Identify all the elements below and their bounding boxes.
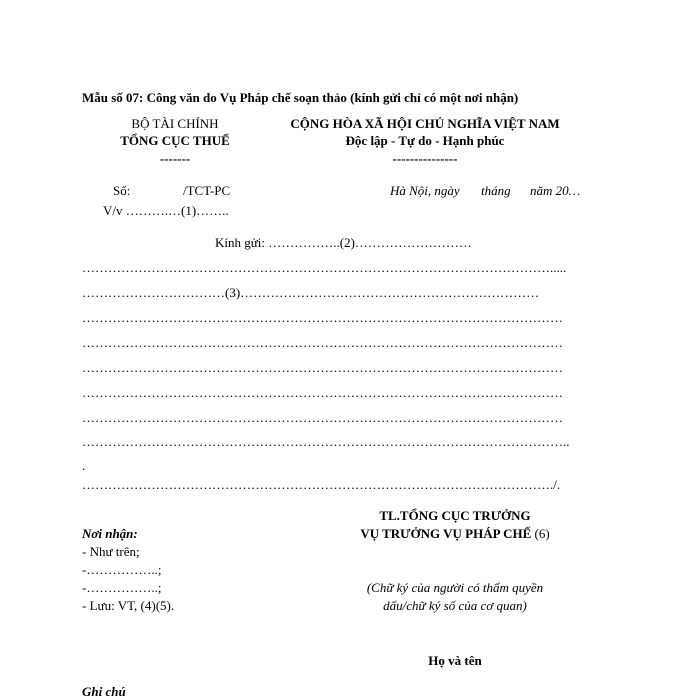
- body-line: …………………………………………………………………………………………………: [82, 385, 563, 400]
- left-divider: -------: [159, 151, 191, 166]
- body-line: ………………………………………………………………………………………………./.: [82, 477, 561, 492]
- recipients-item: - Như trên;: [82, 544, 140, 559]
- ministry-name: BỘ TÀI CHÍNH: [131, 116, 219, 131]
- date-year: năm 20…: [530, 183, 581, 198]
- signature-note-line-1: (Chữ ký của người có thẩm quyền: [366, 580, 544, 595]
- body-line: ……………………………………………………………………………………………….....: [82, 260, 567, 275]
- document-number-suffix: /TCT-PC: [183, 183, 231, 198]
- body-line: …………………………………………………………………………………………………: [82, 360, 563, 375]
- date-month: tháng: [481, 183, 511, 198]
- department-name: TỔNG CỤC THUẾ: [120, 133, 230, 148]
- body-line: …………………………………………………………………………………………………: [82, 335, 563, 350]
- body-line: …………………………………………………………………………………………………: [82, 310, 563, 325]
- national-motto: Độc lập - Tự do - Hạnh phúc: [345, 133, 505, 148]
- note-heading: Ghi chú: [82, 684, 126, 699]
- body-line: ……………………………(3)……………………………………………………………: [82, 285, 540, 300]
- signature-position: [330, 526, 580, 542]
- date-place: Hà Nội, ngày: [390, 183, 460, 198]
- recipients-item: - Lưu: VT, (4)(5).: [82, 598, 175, 613]
- country-name: CỘNG HÒA XÃ HỘI CHỦ NGHĨA VIỆT NAM: [290, 116, 560, 131]
- body-line: …………………………………………………………………………………………………..: [82, 434, 570, 449]
- recipients-item: -……………..;: [82, 562, 162, 577]
- recipients-item: -……………..;: [82, 580, 162, 595]
- signature-note-line-2: dấu/chữ ký số của cơ quan): [383, 598, 527, 613]
- recipients-heading: Nơi nhận:: [82, 526, 138, 541]
- body-line: .: [82, 458, 86, 473]
- signature-authority: TL.TỔNG CỤC TRƯỞNG: [379, 508, 531, 523]
- form-title: Mẫu số 07: Công văn do Vụ Pháp chế soạn thảo (kính gửi chỉ có một nơi nhận): [82, 90, 519, 105]
- signature-position-title: VỤ TRƯỞNG VỤ PHÁP CHẾ: [360, 526, 532, 541]
- body-line: …………………………………………………………………………………………………: [82, 410, 563, 425]
- signature-position-note: (6): [534, 526, 550, 541]
- signer-name-label: Họ và tên: [428, 653, 482, 668]
- right-divider: ---------------: [392, 151, 458, 166]
- recipient-line: Kính gửi: ……………..(2)………………………: [215, 235, 472, 250]
- subject-line: V/v ……….…(1)……..: [103, 203, 229, 218]
- document-number-label: Số:: [113, 183, 131, 198]
